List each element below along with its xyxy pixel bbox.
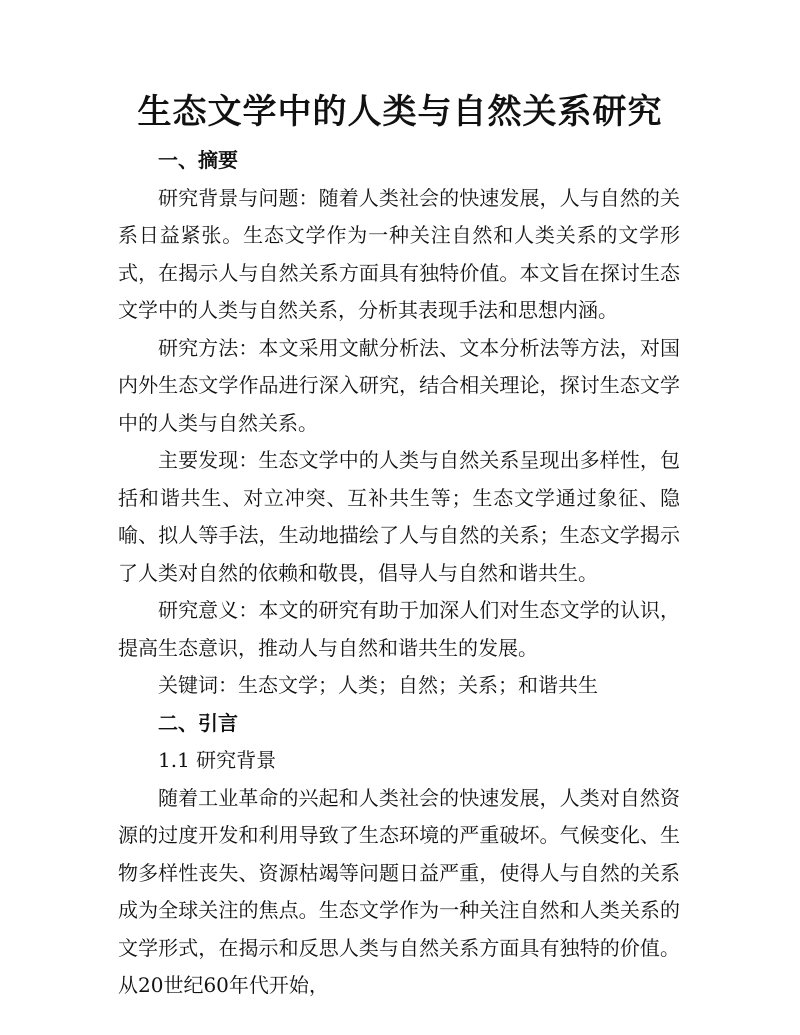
section-heading-abstract: 一、摘要: [158, 148, 238, 172]
section-heading-introduction: 二、引言: [158, 710, 238, 735]
document-title: 生态文学中的人类与自然关系研究: [137, 92, 663, 132]
subsection-heading-background: 1.1 研究背景: [158, 748, 277, 772]
abstract-method-paragraph: 研究方法：本文采用文献分析法、文本分析法等方法，对国内外生态文学作品进行深入研究，结合相关理论，探讨生态文学中的人类与自然关系。: [118, 335, 680, 435]
abstract-background-paragraph: 研究背景与问题：随着人类社会的快速发展，人与自然的关系日益紧张。生态文学作为一种关注自然和人类关系的文学形式，在揭示人与自然关系方面具有独特价值。本文旨在探讨生态文学中的人类与自然关系，分析其表现手法和思想内涵。: [118, 185, 680, 322]
document-body: [118, 142, 680, 1005]
abstract-significance-paragraph: 研究意义：本文的研究有助于加深人们对生态文学的认识，提高生态意识，推动人与自然和谐共生的发展。: [118, 598, 680, 660]
abstract-findings-paragraph: 主要发现：生态文学中的人类与自然关系呈现出多样性，包括和谐共生、对立冲突、互补共生等；生态文学通过象征、隐喻、拟人等手法，生动地描绘了人与自然的关系；生态文学揭示了人类对自然的依赖和敬畏，倡导人与自然和谐共生。: [118, 448, 680, 585]
keywords-line: 关键词：生态文学；人类；自然；关系；和谐共生: [158, 673, 598, 697]
introduction-paragraph: 随着工业革命的兴起和人类社会的快速发展，人类对自然资源的过度开发和利用导致了生态环境的严重破坏。气候变化、生物多样性丧失、资源枯竭等问题日益严重，使得人与自然的关系成为全球关注的焦点。生态文学作为一种关注自然和人类关系的文学形式，在揭示和反思人类与自然关系方面具有独特的价值。从20世纪60年代开始，: [118, 785, 680, 997]
